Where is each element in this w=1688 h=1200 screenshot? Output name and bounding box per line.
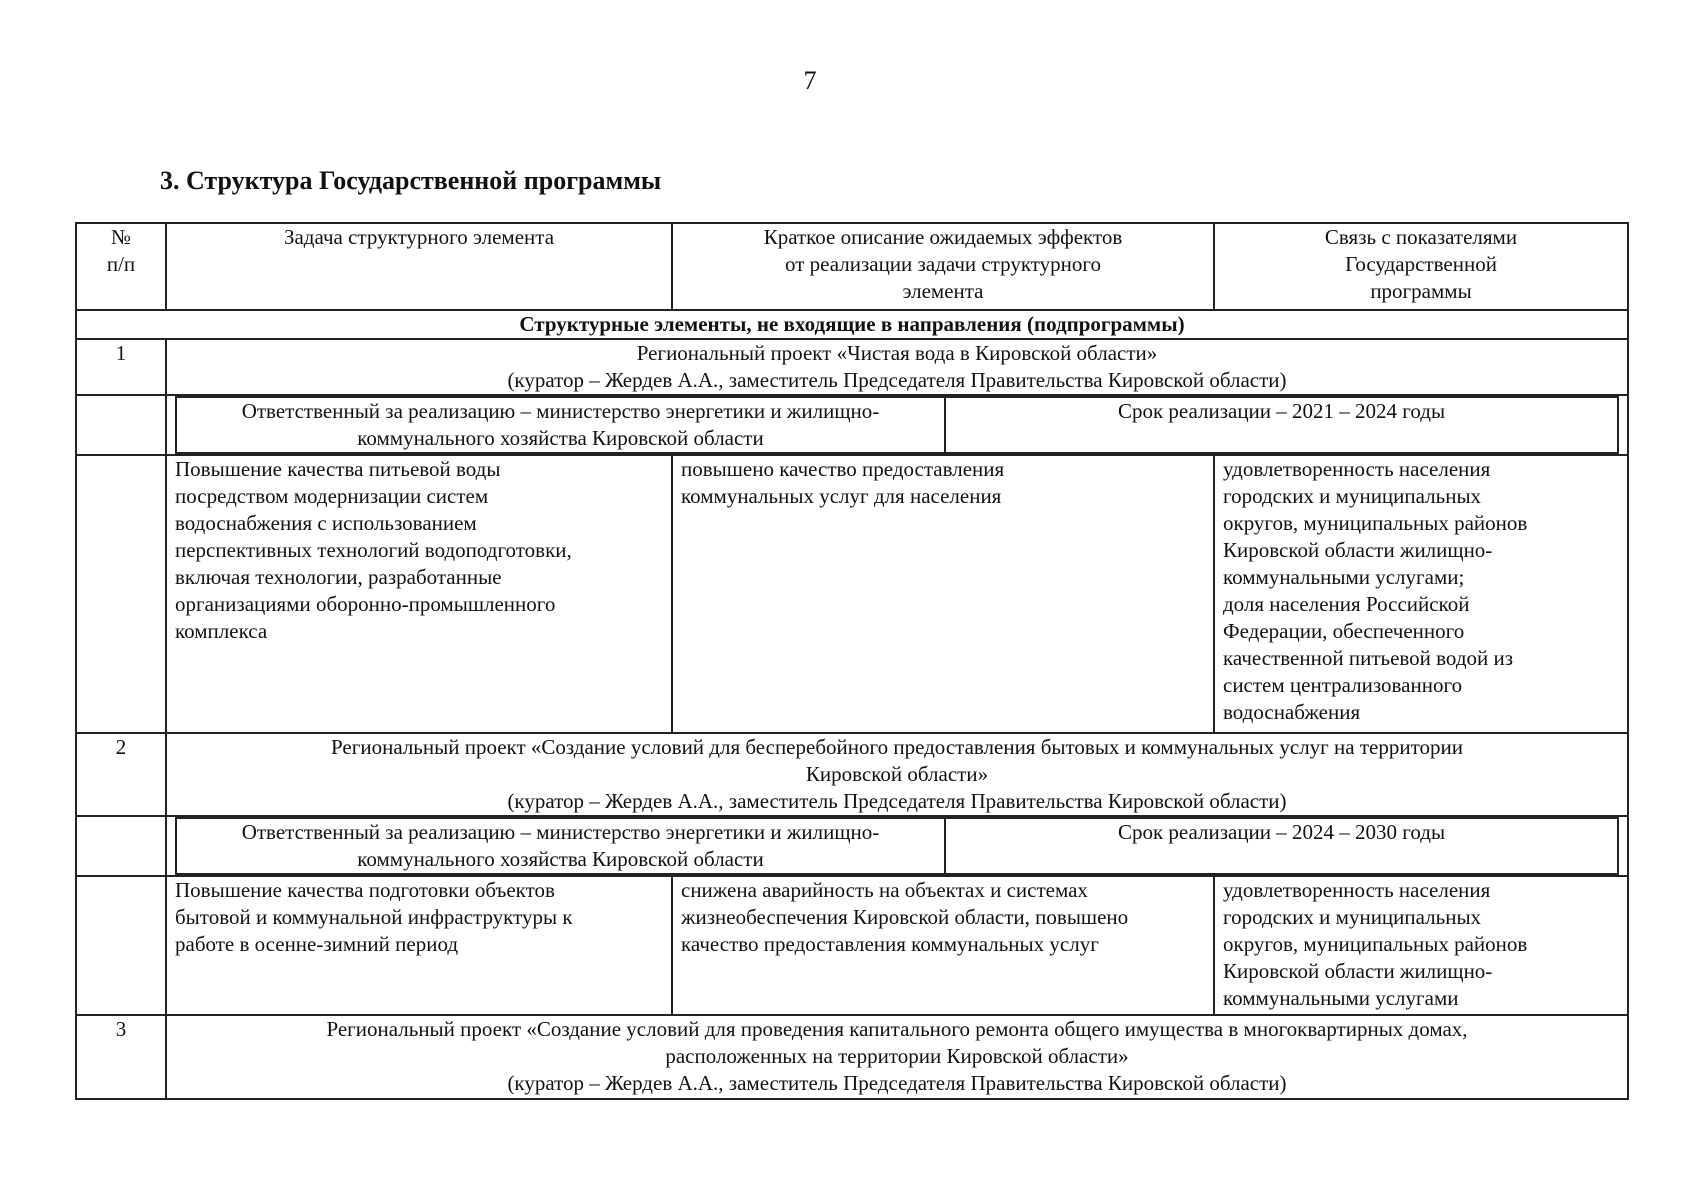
- group-title: Структурные элементы, не входящие в направления (подпрограммы): [76, 310, 1628, 339]
- responsible-executor: Ответственный за реализацию – министерство энергетики и жилищно- коммунального хозяйства Кировской области: [176, 397, 945, 453]
- header-indicators: Связь с показателями Государственной программы: [1214, 223, 1628, 310]
- section-title: 3. Структура Государственной программы: [160, 166, 662, 195]
- project-title-row: [76, 1015, 1628, 1099]
- indicator-cell: удовлетворенность населения городских и муниципальных округов, муниципальных районов Кировской области жилищно- коммунальными услугами: [1214, 876, 1628, 1015]
- indicator-cell: удовлетворенность населения городских и муниципальных округов, муниципальных районов Кировской области жилищно- коммунальными услугами; доля населения Российской Федерации, обеспеченного качественной питьевой водой из систем централизованного водоснабжения: [1214, 455, 1628, 733]
- empty-cell: [76, 816, 166, 876]
- task-cell: Повышение качества подготовки объектов бытовой и коммунальной инфраструктуры к работе в осенне-зимний период: [166, 876, 672, 1015]
- project-responsible-row: [76, 816, 1628, 876]
- effect-cell: снижена аварийность на объектах и системах жизнеобеспечения Кировской области, повышено качество предоставления коммунальных услуг: [672, 876, 1214, 1015]
- implementation-term: Срок реализации – 2021 – 2024 годы: [945, 397, 1618, 453]
- header-task: Задача структурного элемента: [166, 223, 672, 310]
- header-effects: Краткое описание ожидаемых эффектов от реализации задачи структурного элемента: [672, 223, 1214, 310]
- project-title: Региональный проект «Чистая вода в Кировской области» (куратор – Жердев А.А., заместитель Председателя Правительства Кировской области): [166, 339, 1628, 395]
- project-number: 1: [76, 339, 166, 395]
- project-title-row: [76, 733, 1628, 816]
- project-title: Региональный проект «Создание условий для проведения капитального ремонта общего имущества в многоквартирных домах, расположенных на территории Кировской области» (куратор – Жердев А.А., заместитель Председателя Правительства Кировской области): [166, 1015, 1628, 1099]
- table-header-row: [76, 223, 1628, 310]
- project-title-row: [76, 339, 1628, 395]
- project-responsible-row: [76, 395, 1628, 455]
- project-number: 2: [76, 733, 166, 816]
- header-number: № п/п: [76, 223, 166, 310]
- empty-cell: [76, 455, 166, 733]
- project-task-row: [76, 455, 1628, 733]
- task-cell: Повышение качества питьевой воды посредством модернизации систем водоснабжения с использованием перспективных технологий водоподготовки, включая технологии, разработанные организациями оборонно-промышленного комплекса: [166, 455, 672, 733]
- empty-cell: [76, 876, 166, 1015]
- effect-cell: повышено качество предоставления коммунальных услуг для населения: [672, 455, 1214, 733]
- page-number: 7: [803, 66, 817, 95]
- empty-cell: [76, 395, 166, 455]
- project-task-row: [76, 876, 1628, 1015]
- implementation-term: Срок реализации – 2024 – 2030 годы: [945, 818, 1618, 874]
- project-title: Региональный проект «Создание условий для бесперебойного предоставления бытовых и коммунальных услуг на территории Кировской области» (куратор – Жердев А.А., заместитель Председателя Правительства Кировской области): [166, 733, 1628, 816]
- program-structure-table: [75, 222, 1629, 1100]
- group-title-row: [76, 310, 1628, 339]
- project-number: 3: [76, 1015, 166, 1099]
- responsible-executor: Ответственный за реализацию – министерство энергетики и жилищно- коммунального хозяйства Кировской области: [176, 818, 945, 874]
